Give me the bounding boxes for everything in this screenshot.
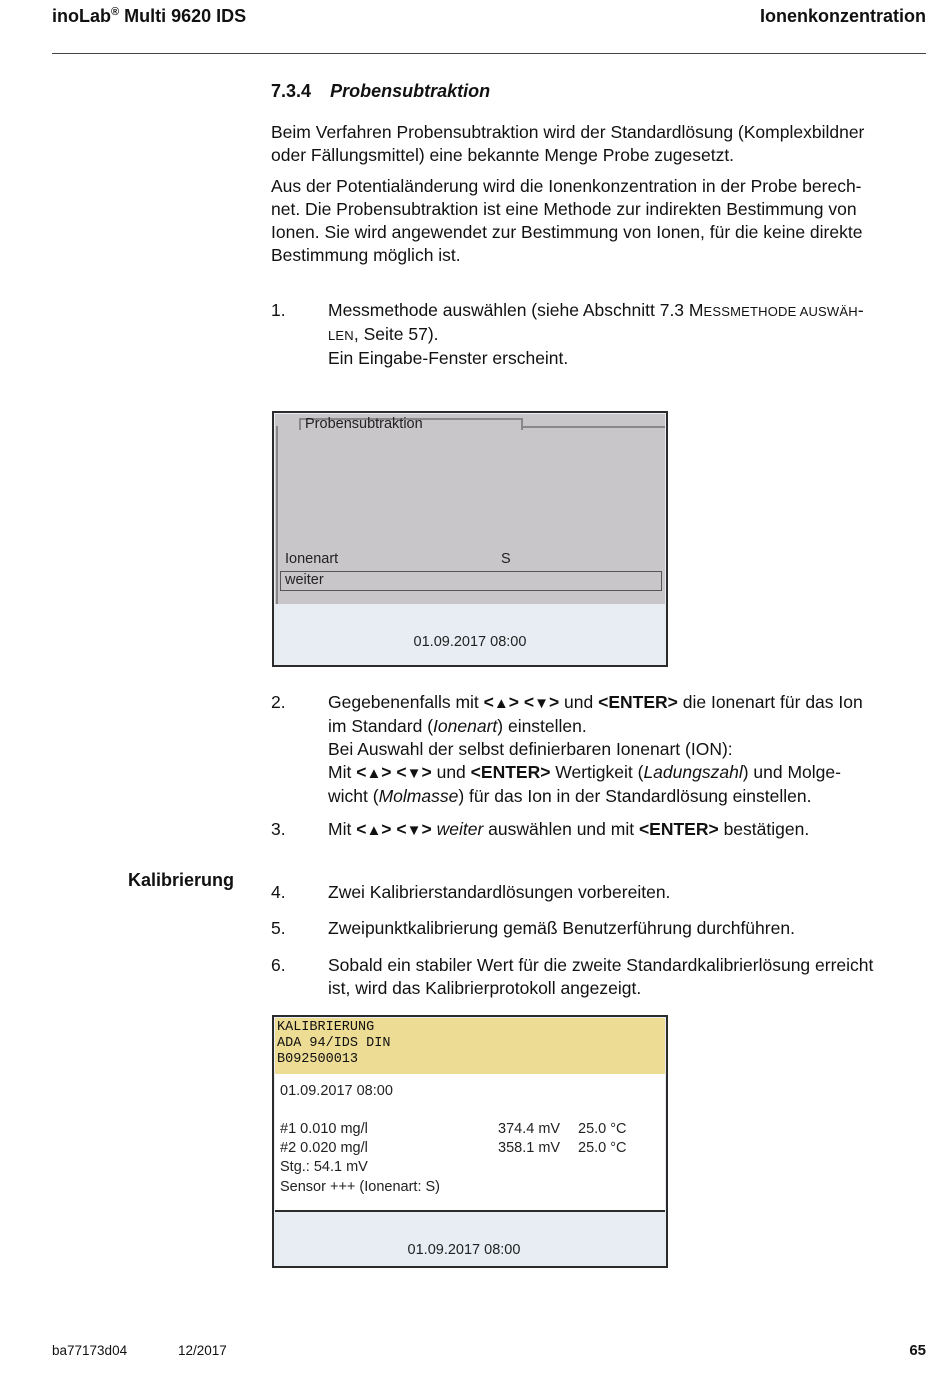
step-text <box>328 818 926 842</box>
step-text-part: Gegebenenfalls mit <box>328 692 484 712</box>
menu-term: weiter <box>436 819 484 839</box>
step-text-part: auswählen und mit <box>483 819 639 839</box>
panel-border <box>276 426 278 604</box>
step-text-part: Bei Auswahl der selbst definierbaren Ionenart (ION): <box>328 739 733 759</box>
menu-item-weiter-selected[interactable] <box>280 571 662 591</box>
key-bracket: < <box>396 819 407 839</box>
step-number: 3. <box>271 819 286 839</box>
record-row-2-mv: 358.1 mV <box>498 1140 561 1156</box>
step-6 <box>0 954 950 1002</box>
product-brand: inoLab <box>52 6 111 26</box>
enter-key-label: <ENTER> <box>470 762 551 782</box>
menu-term: Molmasse <box>378 786 459 806</box>
header-rule <box>52 53 926 54</box>
text-line: Bestimmung möglich ist. <box>271 245 461 265</box>
step-text-part: wicht ( <box>328 786 379 806</box>
text-line: ist, wird das Kalibrierprotokoll angezeigt. <box>328 978 642 998</box>
record-sensor-rating: Sensor +++ (Ionenart: S) <box>280 1179 440 1195</box>
menu-term: Ionenart <box>433 716 498 736</box>
text-line: Aus der Potentialänderung wird die Ionenkonzentration in der Probe berech- <box>271 176 862 196</box>
text-line: Ionen. Sie wird angewendet zur Bestimmung von Ionen, für die keine direkte <box>271 222 863 242</box>
device-screen-calibration-record <box>272 1015 668 1268</box>
step-text-part: Mit <box>328 819 357 839</box>
text-line: oder Fällungsmittel) eine bekannte Menge Probe zugesetzt. <box>271 145 735 165</box>
menu-item-ionenart-label[interactable]: Ionenart <box>285 551 339 567</box>
record-datetime: 01.09.2017 08:00 <box>280 1083 393 1099</box>
menu-item-weiter-label: weiter <box>285 572 324 588</box>
step-text-part: Wertigkeit ( <box>550 762 644 782</box>
step-5 <box>0 917 950 941</box>
record-row-2-concentration: #2 0.020 mg/l <box>280 1140 368 1156</box>
step-text: Zwei Kalibrierstandardlösungen vorbereiten. <box>328 882 671 902</box>
status-datetime: 01.09.2017 08:00 <box>407 1242 521 1258</box>
cross-reference-smallcaps: ESSMETHODE AUSWÄH <box>703 304 858 319</box>
step-text-part: ) einstellen. <box>497 716 587 736</box>
record-slope: Stg.: 54.1 mV <box>280 1159 368 1175</box>
step-text-part: Messmethode auswählen (siehe Abschnitt 7.3 <box>328 300 689 320</box>
down-arrow-key-icon: ▼ <box>406 822 422 839</box>
step-text <box>328 954 926 1000</box>
step-number: 2. <box>271 692 286 712</box>
step-text <box>328 299 926 370</box>
paragraph-explanation <box>271 175 931 267</box>
record-row-1-temp: 25.0 °C <box>578 1121 627 1137</box>
key-bracket: < <box>483 692 494 712</box>
screen-tab-title: Probensubtraktion <box>305 416 423 432</box>
key-bracket: > <box>421 819 432 839</box>
text-line: Sobald ein stabiler Wert für die zweite Standardkalibrierlösung erreicht <box>328 955 874 975</box>
key-bracket: < <box>396 762 407 782</box>
side-heading-kalibrierung: Kalibrierung <box>128 870 235 890</box>
key-bracket: < <box>356 762 367 782</box>
key-bracket: > <box>421 762 432 782</box>
record-row-1-mv: 374.4 mV <box>498 1121 561 1137</box>
step-result-text: Ein Eingabe-Fenster erscheint. <box>328 348 569 368</box>
key-bracket: < <box>523 692 535 712</box>
step-text-part: ) und Molge- <box>742 762 841 782</box>
menu-item-ionenart-value: S <box>501 551 511 567</box>
record-row-1-concentration: #1 0.010 mg/l <box>280 1121 368 1137</box>
key-bracket: > <box>381 762 392 782</box>
step-text-part: , Seite 57). <box>353 324 439 344</box>
step-text-part: Mit <box>328 762 357 782</box>
section-heading <box>271 81 490 102</box>
step-text <box>328 691 926 808</box>
chapter-title: Ionenkonzentration <box>760 6 926 26</box>
menu-term: Ladungszahl <box>643 762 743 782</box>
device-screen-probensubtraktion <box>272 411 668 667</box>
calibration-header-title: KALIBRIERUNG <box>277 1020 375 1035</box>
step-text-part: und <box>431 762 471 782</box>
screen-menu-panel <box>275 414 665 604</box>
cross-reference-smallcaps: LEN <box>328 328 354 343</box>
status-datetime: 01.09.2017 08:00 <box>413 634 527 650</box>
down-arrow-key-icon: ▼ <box>534 695 549 712</box>
step-text-part: im Standard ( <box>328 716 434 736</box>
footer-doc-id: ba77173d04 <box>52 1343 128 1358</box>
step-text-part: die Ionenart für das Ion <box>677 692 863 712</box>
calibration-header-serial: B092500013 <box>277 1052 359 1067</box>
paragraph-intro <box>271 121 931 167</box>
calibration-header-panel <box>275 1018 665 1074</box>
record-row-2-temp: 25.0 °C <box>578 1140 627 1156</box>
panel-border <box>521 426 665 428</box>
step-3 <box>0 818 950 842</box>
key-bracket: < <box>356 819 367 839</box>
step-text-part: bestätigen. <box>718 819 810 839</box>
enter-key-label: <ENTER> <box>638 819 719 839</box>
step-number: 1. <box>271 300 286 320</box>
key-bracket: > <box>381 819 392 839</box>
up-arrow-key-icon: ▲ <box>366 822 382 839</box>
step-text-part: - <box>857 300 864 320</box>
step-text-part: und <box>559 692 599 712</box>
calibration-header-sensor: ADA 94/IDS DIN <box>277 1036 391 1051</box>
step-2 <box>0 691 950 809</box>
section-title: Probensubtraktion <box>330 81 491 101</box>
step-text-part: M <box>688 300 704 320</box>
step-1 <box>0 299 950 369</box>
down-arrow-key-icon: ▼ <box>406 765 422 782</box>
product-model: Multi 9620 IDS <box>124 6 247 26</box>
step-text: Zweipunktkalibrierung gemäß Benutzerführung durchführen. <box>328 918 795 938</box>
text-line: Beim Verfahren Probensubtraktion wird der Standardlösung (Komplexbildner <box>271 122 865 142</box>
step-number: 4. <box>271 882 286 902</box>
step-number: 6. <box>271 955 286 975</box>
step-4 <box>0 881 950 905</box>
key-bracket: > <box>508 692 519 712</box>
up-arrow-key-icon: ▲ <box>366 765 382 782</box>
calibration-record-panel <box>275 1074 665 1212</box>
step-text-part: ) für das Ion in der Standardlösung einstellen. <box>458 786 812 806</box>
page-number: 65 <box>909 1342 926 1359</box>
key-bracket: > <box>548 692 560 712</box>
text-line: net. Die Probensubtraktion ist eine Methode zur indirekten Bestimmung von <box>271 199 857 219</box>
footer-date: 12/2017 <box>178 1343 227 1358</box>
up-arrow-key-icon: ▲ <box>493 695 509 712</box>
step-number: 5. <box>271 918 286 938</box>
section-number: 7.3.4 <box>271 81 312 101</box>
enter-key-label: <ENTER> <box>598 692 678 712</box>
document-header-product <box>52 6 246 27</box>
registered-mark: ® <box>111 6 120 18</box>
